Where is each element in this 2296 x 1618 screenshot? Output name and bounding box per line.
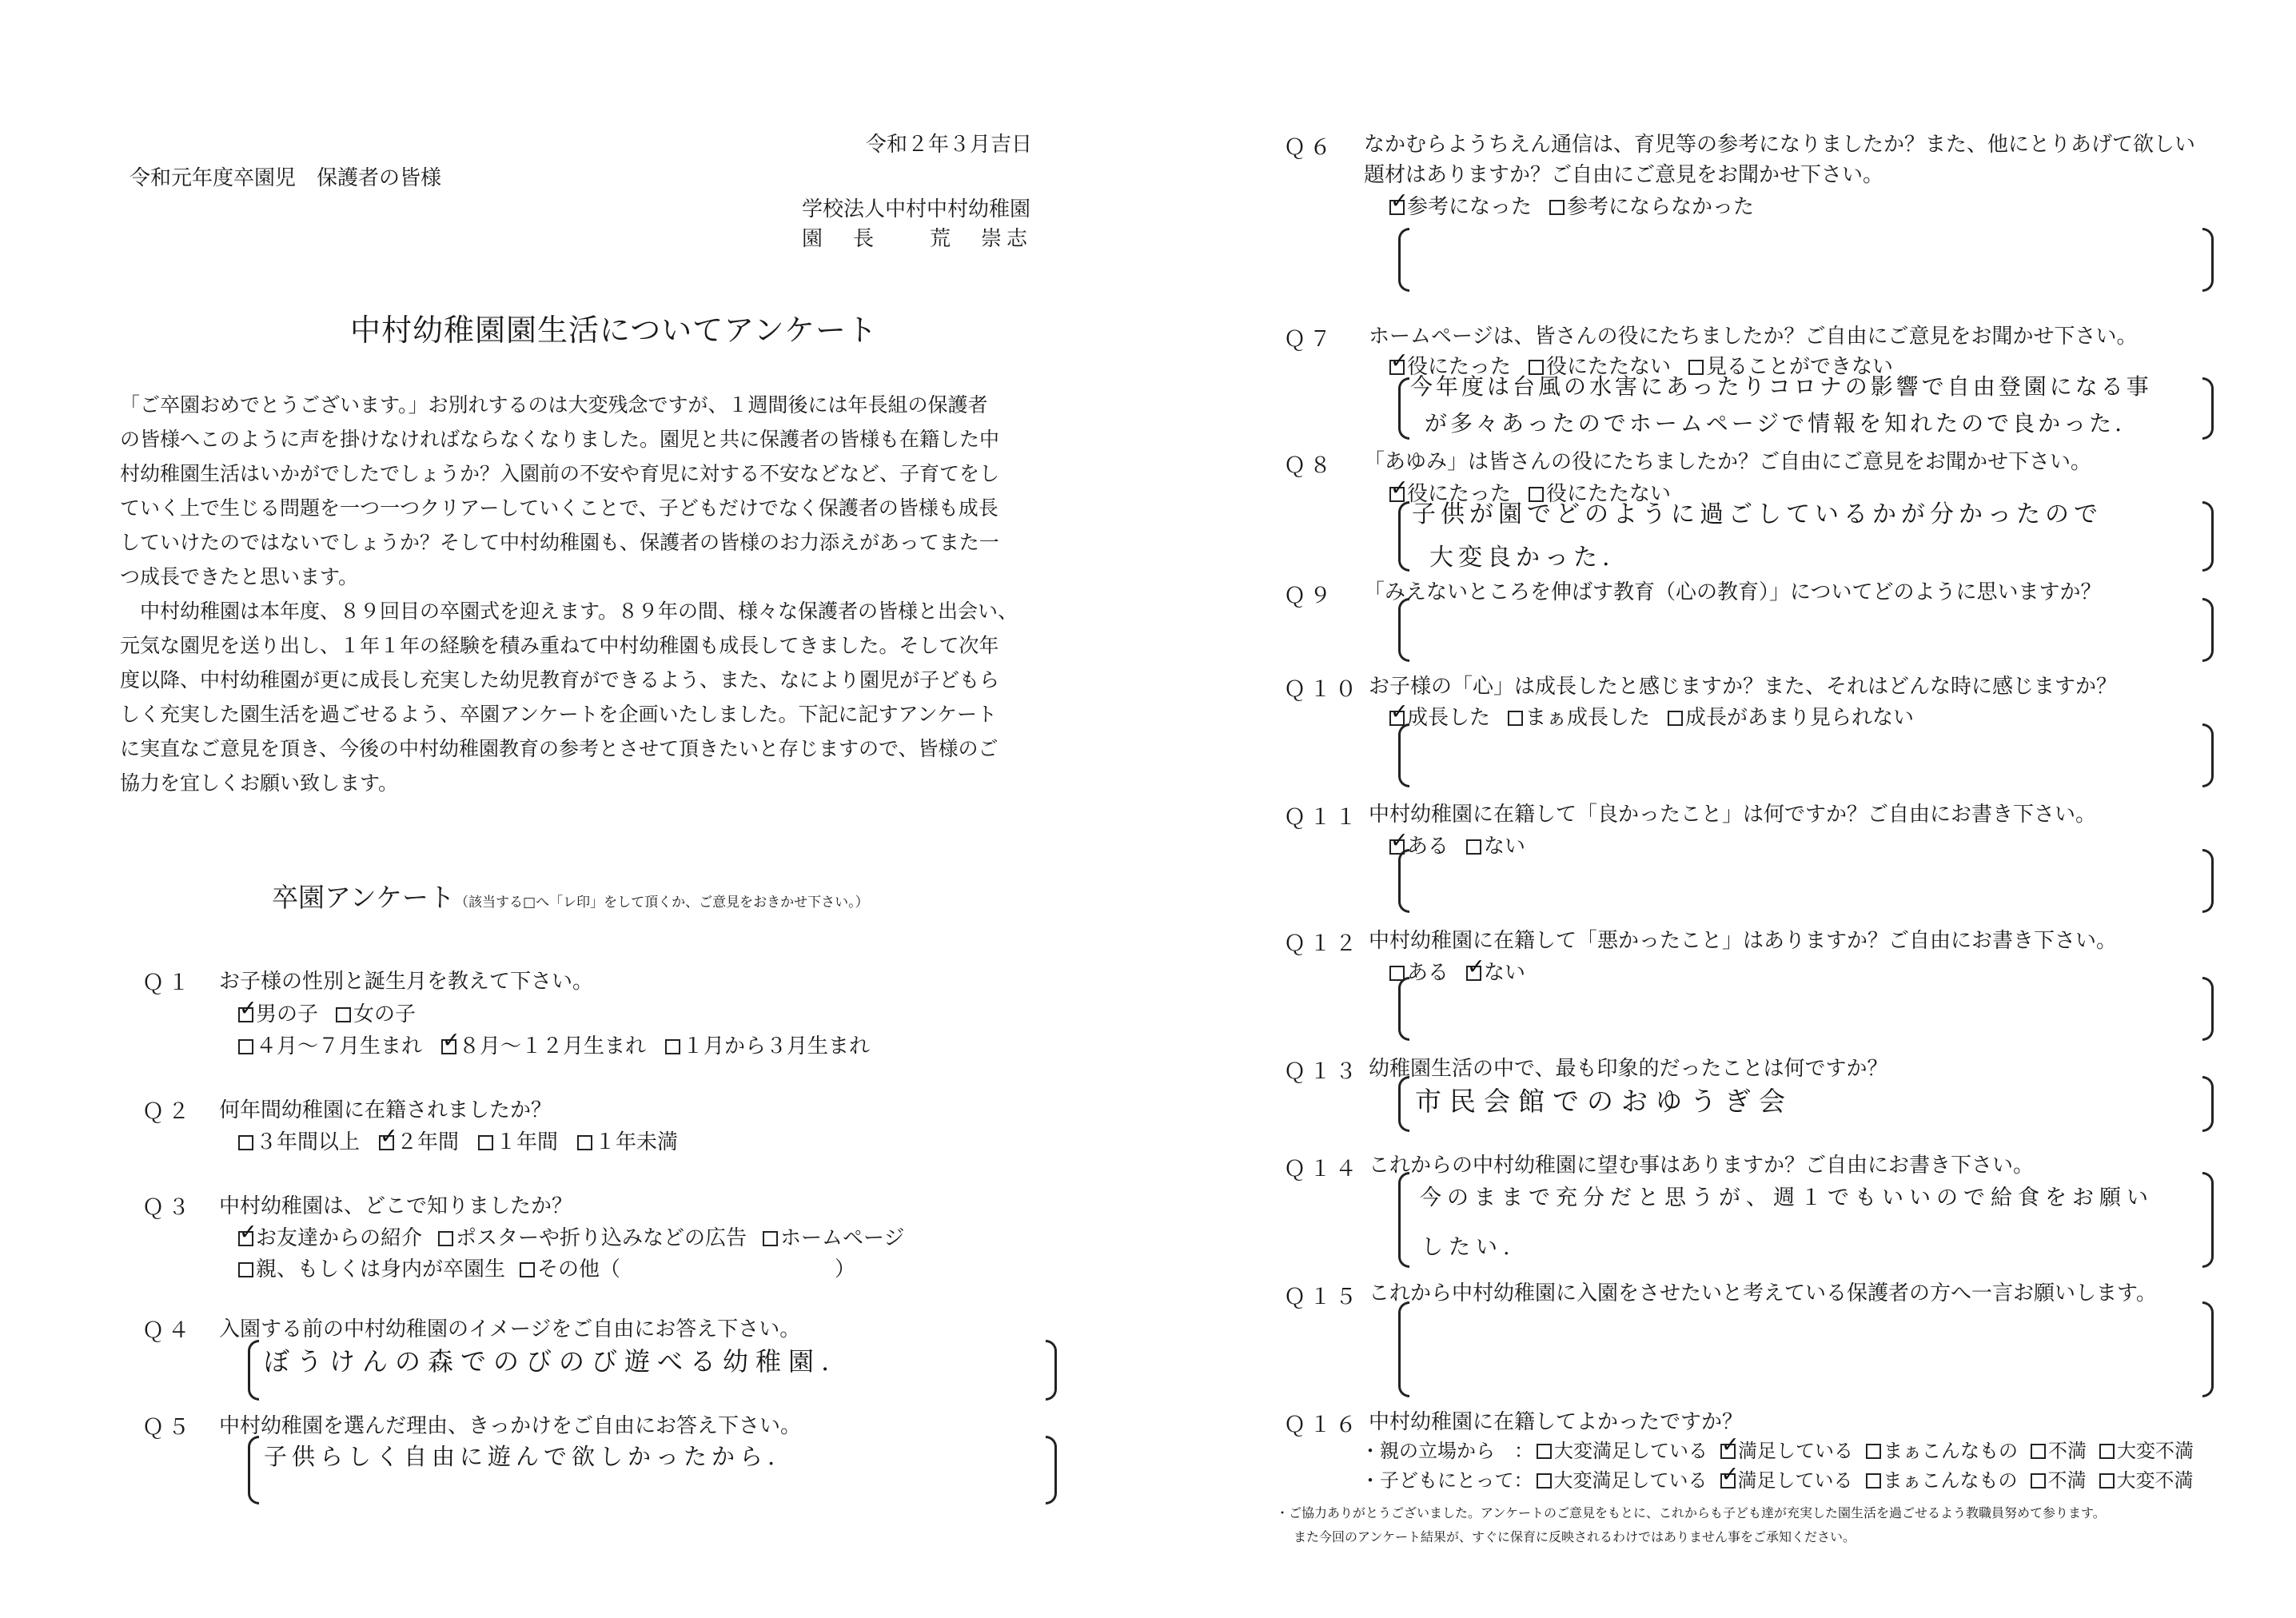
q16-parent-option-2[interactable] xyxy=(1720,1435,1853,1463)
q5-bracket-left xyxy=(248,1436,259,1504)
q16-parent-option-3[interactable] xyxy=(1866,1435,2018,1463)
q3-option-2[interactable] xyxy=(438,1221,747,1251)
q16-child-option-2[interactable] xyxy=(1720,1465,1853,1492)
q16-parent-option-1[interactable] xyxy=(1537,1435,1708,1463)
q3-checkbox-3[interactable] xyxy=(763,1231,778,1246)
q1-gender-option-1[interactable] xyxy=(238,998,318,1027)
q1-month-checkbox-2[interactable] xyxy=(441,1039,456,1054)
q3-option-1[interactable] xyxy=(238,1221,422,1251)
intro-line: 「ご卒園おめでとうございます。」お別れするのは大変残念ですが、１週間後には年長組の保護者 xyxy=(120,393,988,416)
q3-options-row1 xyxy=(238,1221,921,1251)
q8-answer-line1: 子供が園でどのように過ごしているかが分かったので xyxy=(1412,500,2103,528)
document-title: 中村幼稚園園生活についてアンケート xyxy=(350,313,878,348)
q2-option-label: ２年間 xyxy=(397,1130,460,1154)
organization-name: 学校法人中村中村幼稚園 xyxy=(802,197,1031,221)
q5-question: 中村幼稚園を選んだ理由、きっかけをご自由にお答え下さい。 xyxy=(219,1414,802,1438)
intro-line: しく充実した園生活を過ごせるよう、卒園アンケートを企画いたしました。下記に記すアンケート xyxy=(120,703,998,726)
q1-month-option-label: ８月～１２月生まれ xyxy=(459,1034,647,1058)
intro-line: 協力を宜しくお願い致します。 xyxy=(120,771,399,795)
q16-child-option-5[interactable] xyxy=(2099,1465,2194,1492)
q2-option-3[interactable] xyxy=(478,1126,558,1155)
q14-answer-line1: 今のままで充分だと思うが、週１でもいいので給食をお願い xyxy=(1420,1186,2154,1210)
q16-number: Ｑ１６ xyxy=(1284,1413,1361,1437)
q10-option-label: 成長した xyxy=(1407,706,1491,730)
q2-option-4[interactable] xyxy=(577,1126,678,1155)
q2-checkbox-2[interactable] xyxy=(379,1135,394,1150)
q5-number: Ｑ５ xyxy=(142,1415,193,1440)
q1-month-checkbox-3[interactable] xyxy=(665,1039,680,1054)
q16-parent-checkbox-2[interactable] xyxy=(1720,1444,1736,1459)
q16-parent-option-label: 不満 xyxy=(2048,1440,2087,1462)
q16-parent-checkbox-1[interactable] xyxy=(1537,1444,1552,1459)
q16-child-option-label: 満足している xyxy=(1737,1469,1853,1492)
q16-child-checkbox-1[interactable] xyxy=(1537,1473,1552,1488)
q3-checkbox-1[interactable] xyxy=(238,1231,253,1246)
q16-parent-row xyxy=(1361,1435,2206,1463)
q16-child-option-1[interactable] xyxy=(1537,1465,1708,1492)
q3-option-label: お友達からの紹介 xyxy=(256,1226,423,1250)
q2-option-label: １年未満 xyxy=(595,1130,679,1154)
q16-child-option-label: 大変満足している xyxy=(1553,1469,1708,1492)
q16-parent-option-label: 大変満足している xyxy=(1554,1440,1708,1462)
q10-bracket-right xyxy=(2202,723,2214,787)
q15-number: Ｑ１５ xyxy=(1284,1285,1361,1309)
q9-number: Ｑ９ xyxy=(1284,584,1335,608)
q12-option-label: ない xyxy=(1484,961,1526,985)
intro-line: の皆様へこのように声を掛けなければならなくなりました。園児と共に保護者の皆様も在籍した中 xyxy=(120,428,1000,451)
q16-question: 中村幼稚園に在籍してよかったですか？ xyxy=(1369,1410,1744,1434)
intro-line: ていく上で生じる問題を一つ一つクリアーしていくことで、子どもだけでなく保護者の皆様も成長 xyxy=(120,496,999,520)
q1-number: Ｑ１ xyxy=(142,970,193,995)
q16-parent-option-label: 大変不満 xyxy=(2117,1440,2194,1462)
q16-child-checkbox-5[interactable] xyxy=(2099,1473,2115,1488)
q10-question: お子様の「心」は成長したと感じますか？また、それはどんな時に感じますか？ xyxy=(1369,675,2118,699)
q1-month-option-label: ４月～７月生まれ xyxy=(256,1034,423,1058)
q16-parent-checkbox-4[interactable] xyxy=(2031,1444,2046,1459)
q16-child-option-label: 大変不満 xyxy=(2116,1469,2194,1492)
q6-options xyxy=(1389,190,1772,220)
survey-heading xyxy=(272,877,869,915)
q1-month-options xyxy=(238,1030,889,1059)
q4-answer: ぼうけんの森でのびのび遊べる幼稚園. xyxy=(264,1346,837,1377)
q16-child-checkbox-4[interactable] xyxy=(2031,1473,2046,1488)
q12-number: Ｑ１２ xyxy=(1284,931,1361,956)
q12-bracket-left xyxy=(1398,977,1409,1041)
q10-bracket-left xyxy=(1398,723,1409,787)
q1-gender-options xyxy=(238,998,433,1027)
q6-option-1[interactable] xyxy=(1389,190,1532,220)
q8-option-label: 役にたたない xyxy=(1546,482,1672,506)
recipient-line: 令和元年度卒園児 保護者の皆様 xyxy=(130,166,442,190)
q10-options xyxy=(1389,701,1931,731)
q6-question-line1: なかむらようちえん通信は、育児等の参考になりましたか？また、他にとりあげて欲しい xyxy=(1364,133,2196,157)
q12-option-1[interactable] xyxy=(1389,956,1449,986)
q12-options xyxy=(1389,956,1543,986)
q15-question: これから中村幼稚園に入園をさせたいと考えている保護者の方へ一言お願いします。 xyxy=(1369,1281,2157,1305)
q6-checkbox-1[interactable] xyxy=(1389,200,1405,215)
q10-number: Ｑ１０ xyxy=(1284,677,1361,702)
q16-child-option-4[interactable] xyxy=(2031,1465,2087,1492)
q16-parent-option-label: 満足している xyxy=(1738,1440,1853,1462)
q15-bracket-left xyxy=(1398,1301,1409,1397)
q13-bracket-left xyxy=(1398,1076,1409,1132)
intro-line: 元気な園児を送り出し、１年１年の経験を積み重ねて中村幼稚園も成長してきました。そして次年 xyxy=(120,634,999,657)
q8-answer-line2: 大変良かった. xyxy=(1429,544,1615,572)
survey-note: （該当する□へ「レ印」をして頂くか、ご意見をおきかせ下さい。） xyxy=(455,895,869,911)
q7-number: Ｑ７ xyxy=(1284,327,1335,352)
q9-bracket-left xyxy=(1398,598,1409,662)
q1-gender-option-label: 男の子 xyxy=(256,1002,319,1026)
q10-checkbox-2[interactable] xyxy=(1508,711,1523,726)
q6-question-line2: 題材はありますか？ご自由にご意見をお聞かせ下さい。 xyxy=(1364,163,1884,187)
q16-child-option-label: まぁこんなもの xyxy=(1883,1469,2018,1492)
q8-question: 「あゆみ」は皆さんの役にたちましたか？ご自由にご意見をお聞かせ下さい。 xyxy=(1364,450,2092,474)
q1-gender-checkbox-2[interactable] xyxy=(336,1007,351,1022)
q5-answer: 子供らしく自由に遊んで欲しかったから. xyxy=(264,1443,780,1470)
q3-checkbox-other[interactable] xyxy=(520,1262,535,1277)
q16-parent-option-label: まぁこんなもの xyxy=(1883,1440,2018,1462)
q15-bracket-right xyxy=(2202,1301,2214,1397)
q12-option-2[interactable] xyxy=(1466,956,1525,986)
q16-child-checkbox-3[interactable] xyxy=(1866,1473,1881,1488)
q16-parent-checkbox-5[interactable] xyxy=(2099,1444,2115,1459)
q14-bracket-right xyxy=(2202,1172,2214,1268)
q3-option-label: ポスターや折り込みなどの広告 xyxy=(456,1226,747,1250)
q1-month-option-label: １月から３月生まれ xyxy=(683,1034,871,1058)
q2-options xyxy=(238,1126,697,1155)
q16-child-row xyxy=(1361,1465,2206,1492)
q16-parent-checkbox-3[interactable] xyxy=(1866,1444,1881,1459)
q14-question: これからの中村幼稚園に望む事はありますか？ご自由にお書き下さい。 xyxy=(1369,1154,2035,1178)
q8-bracket-right xyxy=(2202,501,2214,572)
q3-question: 中村幼稚園は、どこで知りましたか？ xyxy=(219,1194,573,1218)
q4-number: Ｑ４ xyxy=(142,1318,193,1343)
q6-checkbox-2[interactable] xyxy=(1549,200,1565,215)
q6-bracket-left xyxy=(1398,228,1409,292)
q16-child-checkbox-2[interactable] xyxy=(1720,1473,1736,1488)
q14-bracket-left xyxy=(1398,1172,1409,1268)
q3-checkbox-parent[interactable] xyxy=(238,1262,253,1277)
q2-checkbox-1[interactable] xyxy=(238,1135,253,1150)
q11-bracket-right xyxy=(2202,849,2214,913)
q1-month-checkbox-1[interactable] xyxy=(238,1039,253,1054)
intro-line: していけたのではないでしょうか？そして中村幼稚園も、保護者の皆様のお力添えがあってまた一 xyxy=(120,531,999,554)
right-page xyxy=(1148,0,2296,1618)
q10-option-2[interactable] xyxy=(1508,701,1650,731)
q3-option-other-label: その他（ xyxy=(537,1257,621,1281)
q7-option-label: 見ることができない xyxy=(1706,355,1894,379)
q4-question: 入園する前の中村幼稚園のイメージをご自由にお答え下さい。 xyxy=(219,1317,801,1341)
q2-option-label: ３年間以上 xyxy=(256,1130,361,1154)
q11-option-2[interactable] xyxy=(1466,830,1525,859)
q7-bracket-right xyxy=(2202,377,2214,440)
q7-option-label: 役にたった xyxy=(1407,355,1512,379)
q2-checkbox-4[interactable] xyxy=(577,1135,592,1150)
q7-bracket-left xyxy=(1398,377,1409,440)
q16-child-label: ・子どもにとって： xyxy=(1361,1469,1533,1492)
q1-gender-checkbox-1[interactable] xyxy=(238,1007,253,1022)
q12-checkbox-2[interactable] xyxy=(1466,966,1481,981)
q9-question: 「みえないところを伸ばす教育（心の教育）」についてどのように思いますか？ xyxy=(1364,580,2102,604)
document-date: 令和２年３月吉日 xyxy=(866,133,1033,157)
q12-question: 中村幼稚園に在籍して「悪かったこと」はありますか？ご自由にお書き下さい。 xyxy=(1369,929,2118,953)
q16-child-option-label: 不満 xyxy=(2047,1469,2087,1492)
q10-option-3[interactable] xyxy=(1668,701,1914,731)
q2-option-label: １年間 xyxy=(496,1130,559,1154)
q4-bracket-right xyxy=(1046,1340,1057,1401)
q2-question: 何年間幼稚園に在籍されましたか？ xyxy=(219,1098,552,1122)
q3-other-close: ） xyxy=(835,1257,856,1281)
q2-option-2[interactable] xyxy=(379,1126,459,1155)
q8-number: Ｑ８ xyxy=(1284,453,1335,478)
q3-options-row2 xyxy=(238,1253,855,1282)
intro-line: 中村幼稚園は本年度、８９回目の卒園式を迎えます。８９年の間、様々な保護者の皆様と出会い、 xyxy=(120,600,1018,623)
q7-answer-line1: 今年度は台風の水害にあったりコロナの影響で自由登園になる事 xyxy=(1410,373,2152,400)
q13-answer: 市民会館でのおゆうぎ会 xyxy=(1415,1086,1793,1117)
q3-option-label: ホームページ xyxy=(780,1226,905,1250)
intro-line: つ成長できたと思います。 xyxy=(120,565,359,588)
q6-bracket-right xyxy=(2202,228,2214,292)
footer-note-line1: ・ご協力ありがとうございました。アンケートのご意見をもとに、これからも子ども達が充実した園生活を過ごせるよう教職員努めて参ります。 xyxy=(1276,1505,2106,1520)
q2-option-1[interactable] xyxy=(238,1126,360,1155)
q3-option-3[interactable] xyxy=(763,1221,904,1251)
intro-line: に実直なご意見を頂き、今後の中村幼稚園教育の参考とさせて頂きたいと存じますので、皆様のご xyxy=(120,737,999,760)
intro-paragraph xyxy=(120,388,1018,800)
q4-bracket-left xyxy=(248,1340,259,1401)
q1-month-option-3[interactable] xyxy=(665,1030,870,1059)
q16-parent-label: ・親の立場から ： xyxy=(1361,1440,1533,1462)
q1-month-option-1[interactable] xyxy=(238,1030,422,1059)
q8-option-label: 役にたった xyxy=(1407,482,1512,506)
q11-bracket-left xyxy=(1398,849,1409,913)
q1-month-option-2[interactable] xyxy=(441,1030,646,1059)
q12-bracket-right xyxy=(2202,977,2214,1041)
q13-bracket-right xyxy=(2202,1076,2214,1132)
q5-bracket-right xyxy=(1046,1436,1057,1504)
q2-checkbox-3[interactable] xyxy=(478,1135,493,1150)
principal-name: 園 長 荒 崇志 xyxy=(802,227,1033,251)
q16-parent-option-4[interactable] xyxy=(2031,1435,2087,1463)
q7-answer-line2: が多々あったのでホームページで情報を知れたので良かった. xyxy=(1425,410,2126,436)
q7-checkbox-1[interactable] xyxy=(1389,360,1405,375)
q10-option-label: まぁ成長した xyxy=(1525,706,1651,730)
q10-checkbox-3[interactable] xyxy=(1668,711,1683,726)
q8-bracket-left xyxy=(1398,501,1409,572)
q10-option-label: 成長があまり見られない xyxy=(1685,706,1915,730)
q1-question: お子様の性別と誕生月を教えて下さい。 xyxy=(219,970,594,994)
q11-option-1[interactable] xyxy=(1389,830,1449,859)
q11-options xyxy=(1389,830,1543,859)
q8-checkbox-1[interactable] xyxy=(1389,487,1405,502)
q16-child-option-3[interactable] xyxy=(1866,1465,2018,1492)
q11-checkbox-2[interactable] xyxy=(1466,839,1481,855)
q12-option-label: ある xyxy=(1407,961,1449,985)
q11-option-label: ある xyxy=(1407,835,1449,859)
q7-option-label: 役にたたない xyxy=(1546,355,1672,379)
intro-line: 度以降、中村幼稚園が更に成長し充実した幼児教育ができるよう、また、なにより園児が子どもら xyxy=(120,668,1000,691)
q10-checkbox-1[interactable] xyxy=(1389,711,1405,726)
q14-answer-line2: したい. xyxy=(1421,1235,1516,1260)
q11-option-label: ない xyxy=(1484,835,1526,859)
intro-line: 村幼稚園生活はいかがでしたでしょうか？入園前の不安や育児に対する不安などなど、子育てをし xyxy=(120,462,1000,485)
q2-number: Ｑ２ xyxy=(142,1099,193,1124)
footer-note-line2: また今回のアンケート結果が、すぐに保育に反映されるわけではありません事をご承知ください。 xyxy=(1293,1529,1856,1544)
q3-checkbox-2[interactable] xyxy=(438,1231,453,1246)
q3-number: Ｑ３ xyxy=(142,1195,193,1220)
q9-bracket-right xyxy=(2202,598,2214,662)
q1-gender-option-2[interactable] xyxy=(336,998,416,1027)
q3-option-parent-label: 親、もしくは身内が卒園生 xyxy=(256,1257,506,1281)
q7-question: ホームページは、皆さんの役にたちましたか？ご自由にご意見をお聞かせ下さい。 xyxy=(1369,325,2138,349)
q16-parent-option-5[interactable] xyxy=(2099,1435,2194,1463)
q14-number: Ｑ１４ xyxy=(1284,1157,1361,1182)
q6-option-label: 参考にならなかった xyxy=(1567,195,1755,219)
q13-question: 幼稚園生活の中で、最も印象的だったことは何ですか？ xyxy=(1369,1057,1888,1081)
q11-number: Ｑ１１ xyxy=(1284,805,1361,830)
q6-option-label: 参考になった xyxy=(1407,195,1533,219)
survey-title: 卒園アンケート xyxy=(272,882,456,913)
q1-gender-option-label: 女の子 xyxy=(353,1002,417,1026)
q13-number: Ｑ１３ xyxy=(1284,1059,1361,1084)
q11-question: 中村幼稚園に在籍して「良かったこと」は何ですか？ご自由にお書き下さい。 xyxy=(1369,803,2097,827)
q6-option-2[interactable] xyxy=(1549,190,1754,220)
q6-number: Ｑ６ xyxy=(1284,135,1335,160)
